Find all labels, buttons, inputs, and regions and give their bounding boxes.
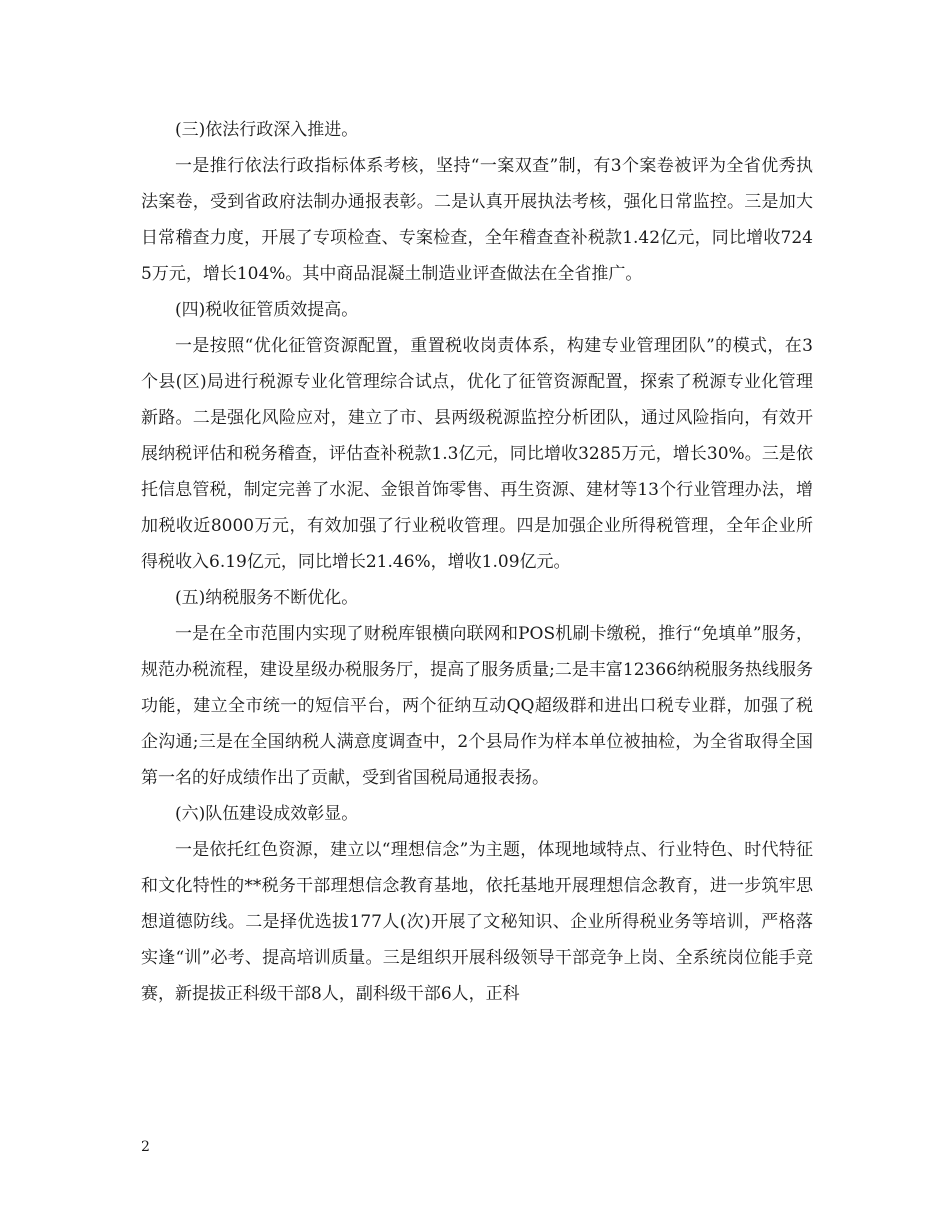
section-paragraph-6: 一是依托红色资源，建立以“理想信念”为主题，体现地域特点、行业特色、时代特征和文化特性的**税务干部理想信念教育基地，依托基地开展理想信念教育，进一步筑牢思想道德防线。二是择优选拔177人(次)开展了文秘知识、企业所得税业务等培训，严格落实逢“训”必考、提高培训质量。三是组织开展科级领导干部竞争上岗、全系统岗位能手竞赛，新提拔正科级干部8人，副科级干部6人，正科 (141, 840, 813, 1004)
section-paragraph-5: 一是在全市范围内实现了财税库银横向联网和POS机刷卡缴税，推行“免填单”服务，规范办税流程，建设星级办税服务厅，提高了服务质量;二是丰富12366纳税服务热线服务功能，建立全市统一的短信平台，两个征纳互动QQ超级群和进出口税专业群，加强了税企沟通;三是在全国纳税人满意度调查中，2个县局作为样本单位被抽检，为全省取得全国第一名的好成绩作出了贡献，受到省国税局通报表扬。 (141, 624, 813, 788)
section-heading-4: (四)税收征管质效提高。 (175, 300, 359, 320)
section-paragraph-3: 一是推行依法行政指标体系考核，坚持“一案双查”制，有3个案卷被评为全省优秀执法案卷，受到省政府法制办通报表彰。二是认真开展执法考核，强化日常监控。三是加大日常稽查力度，开展了专项检查、专案检查，全年稽查查补税款1.42亿元，同比增收7245万元，增长104%。其中商品混凝土制造业评查做法在全省推广。 (141, 156, 813, 284)
document-body (141, 112, 813, 1012)
section-heading-3: (三)依法行政深入推进。 (175, 120, 359, 140)
section-heading-5: (五)纳税服务不断优化。 (175, 588, 359, 608)
page-number: 2 (141, 1139, 150, 1155)
section-paragraph-4: 一是按照“优化征管资源配置，重置税收岗责体系，构建专业管理团队”的模式，在3个县(区)局进行税源专业化管理综合试点，优化了征管资源配置，探索了税源专业化管理新路。二是强化风险应对，建立了市、县两级税源监控分析团队，通过风险指向，有效开展纳税评估和税务稽查，评估查补税款1.3亿元，同比增收3285万元，增长30%。三是依托信息管税，制定完善了水泥、金银首饰零售、再生资源、建材等13个行业管理办法，增加税收近8000万元，有效加强了行业税收管理。四是加强企业所得税管理，全年企业所得税收入6.19亿元，同比增长21.46%，增收1.09亿元。 (141, 336, 813, 572)
section-heading-6: (六)队伍建设成效彰显。 (175, 804, 359, 824)
